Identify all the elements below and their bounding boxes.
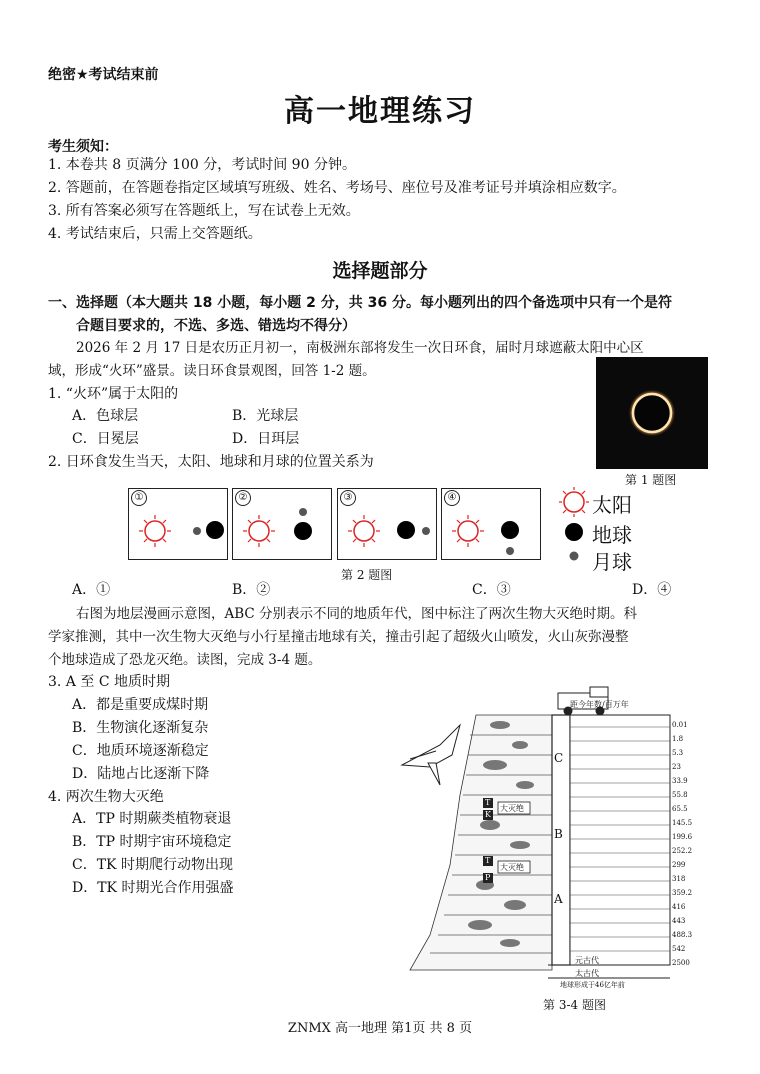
age-value: 443	[672, 917, 686, 925]
fig1-caption: 第 1 题图	[625, 473, 677, 487]
fig34-caption: 第 3-4 题图	[543, 998, 606, 1012]
q4-option-a: A．TP 时期蕨类植物衰退	[72, 811, 232, 827]
moon-legend-icon	[570, 552, 579, 561]
box-number: ②	[235, 490, 251, 506]
age-value: 199.6	[672, 833, 693, 841]
marker-k: K	[485, 810, 491, 819]
q3-option-b: B．生物演化逐渐复杂	[72, 720, 209, 736]
sun-icon	[452, 515, 484, 547]
notice-item: 1. 本卷共 8 页满分 100 分，考试时间 90 分钟。	[48, 157, 356, 173]
q2-option-b: B．②	[232, 582, 271, 598]
age-value: 55.8	[672, 791, 688, 799]
age-value: 33.9	[672, 777, 688, 785]
earth-legend-icon	[565, 523, 583, 541]
q4-option-b: B．TP 时期宇宙环境稳定	[72, 834, 232, 850]
intro2-line3: 个地球造成了恐龙灭绝。读图，完成 3-4 题。	[48, 652, 322, 668]
earth-icon	[501, 521, 519, 539]
q4-stem: 4. 两次生物大灭绝	[48, 789, 164, 805]
intro1-line1: 2026 年 2 月 17 日是农历正月初一，南极洲东部将发生一次日环食，届时月球遮蔽太阳中心区	[76, 340, 644, 356]
legend-earth-label: 地球	[592, 523, 632, 547]
pterosaur-icon	[402, 725, 460, 785]
moon-icon	[299, 508, 307, 516]
age-value: 299	[672, 861, 686, 869]
q1-option-c: C．日冕层	[72, 431, 139, 447]
age-list	[672, 718, 692, 970]
age-value: 5.3	[672, 749, 684, 757]
extinction-label-2: 大灭绝	[500, 863, 524, 872]
age-value: 252.2	[672, 847, 693, 855]
legend-moon-label: 月球	[592, 550, 632, 574]
intro2-line2: 学家推测，其中一次生物大灭绝与小行星撞击地球有关，撞击引起了超级火山喷发，火山灰弥漫整	[48, 629, 629, 645]
strata-diagram	[400, 685, 710, 990]
intro1-line2: 域，形成“火环”盛景。读日环食景观图，回答 1-2 题。	[48, 363, 376, 379]
q2-legend	[556, 486, 656, 574]
age-value: 0.01	[672, 721, 688, 729]
scale-title: 距今年数/百万年	[570, 700, 629, 709]
notice-item: 4. 考试结束后，只需上交答题纸。	[48, 226, 262, 242]
age-value: 65.5	[672, 805, 688, 813]
extinction-label-1: 大灭绝	[500, 804, 524, 813]
section-title: 选择题部分	[332, 260, 428, 282]
earth-icon	[294, 522, 312, 540]
q1-option-a: A．色球层	[72, 408, 139, 424]
box-number: ①	[131, 490, 147, 506]
notice-item: 2. 答题前，在答题卷指定区域填写班级、姓名、考场号、座位号及准考证号并填涂相应数字。	[48, 180, 626, 196]
sun-legend-icon	[559, 487, 589, 517]
position-box-3	[337, 488, 437, 560]
q2-option-c: C．③	[472, 582, 511, 598]
earth-icon	[206, 521, 224, 539]
q4-option-d: D．TK 时期光合作用强盛	[72, 880, 234, 896]
position-box-2	[232, 488, 332, 560]
marker-p: P	[485, 873, 491, 882]
age-value: 416	[672, 903, 686, 911]
proterozoic-label: 元古代	[575, 956, 599, 965]
q1-stem: 1. “火环”属于太阳的	[48, 386, 179, 402]
box-number: ④	[444, 490, 460, 506]
section-heading-line1: 一、选择题（本大题共 18 小题，每小题 2 分，共 36 分。每小题列出的四个备选项中只有一个是符	[48, 295, 672, 311]
q3-option-a: A．都是重要成煤时期	[72, 697, 209, 713]
moon-icon	[422, 527, 430, 535]
section-heading-line2: 合题目要求的，不选、多选、错选均不得分）	[76, 318, 356, 334]
eclipse-photo	[596, 357, 708, 469]
age-value: 488.3	[672, 931, 693, 939]
q3-stem: 3. A 至 C 地质时期	[48, 674, 170, 690]
confidential-label: 绝密★考试结束前	[48, 67, 159, 83]
legend-sun-label: 太阳	[592, 493, 632, 517]
marker-t2: T	[485, 856, 491, 865]
annular-ring-icon	[596, 357, 708, 469]
q2-option-d: D．④	[632, 582, 672, 598]
notice-heading: 考生须知：	[48, 139, 118, 155]
page-footer: ZNMX 高一地理 第1页 共 8 页	[287, 1021, 473, 1036]
era-label-a: A	[554, 892, 563, 906]
q1-option-d: D．日珥层	[232, 431, 300, 447]
q2-stem: 2. 日环食发生当天，太阳、地球和月球的位置关系为	[48, 454, 374, 470]
sun-icon	[348, 515, 380, 547]
page-title: 高一地理练习	[284, 94, 476, 129]
q4-option-c: C．TK 时期爬行动物出现	[72, 857, 233, 873]
position-box-1	[128, 488, 228, 560]
age-value: 359.2	[672, 889, 693, 897]
marker-t1: T	[485, 798, 491, 807]
archean-label: 太古代	[575, 969, 599, 978]
earth-icon	[397, 521, 415, 539]
box-number: ③	[340, 490, 356, 506]
notice-item: 3. 所有答案必须写在答题纸上，写在试卷上无效。	[48, 203, 360, 219]
q2-option-a: A．①	[72, 582, 111, 598]
q3-option-d: D．陆地占比逐渐下降	[72, 766, 210, 782]
age-value: 318	[672, 875, 686, 883]
position-box-4	[441, 488, 541, 560]
earth-formation-label: 地球形成于46亿年前	[560, 981, 625, 989]
moon-icon	[193, 527, 201, 535]
q3-option-c: C．地质环境逐渐稳定	[72, 743, 209, 759]
q1-option-b: B．光球层	[232, 408, 299, 424]
era-label-b: B	[554, 827, 563, 841]
moon-icon	[506, 547, 514, 555]
sun-icon	[139, 515, 171, 547]
age-value: 23	[672, 763, 681, 771]
intro2-line1: 右图为地层漫画示意图，ABC 分别表示不同的地质年代，图中标注了两次生物大灭绝时期。科	[76, 606, 638, 622]
age-value: 2500	[672, 959, 690, 967]
age-value: 1.8	[672, 735, 684, 743]
era-label-c: C	[554, 751, 564, 765]
fig2-caption: 第 2 题图	[341, 568, 393, 582]
age-value: 542	[672, 945, 686, 953]
age-value: 145.5	[672, 819, 693, 827]
sun-icon	[243, 515, 275, 547]
